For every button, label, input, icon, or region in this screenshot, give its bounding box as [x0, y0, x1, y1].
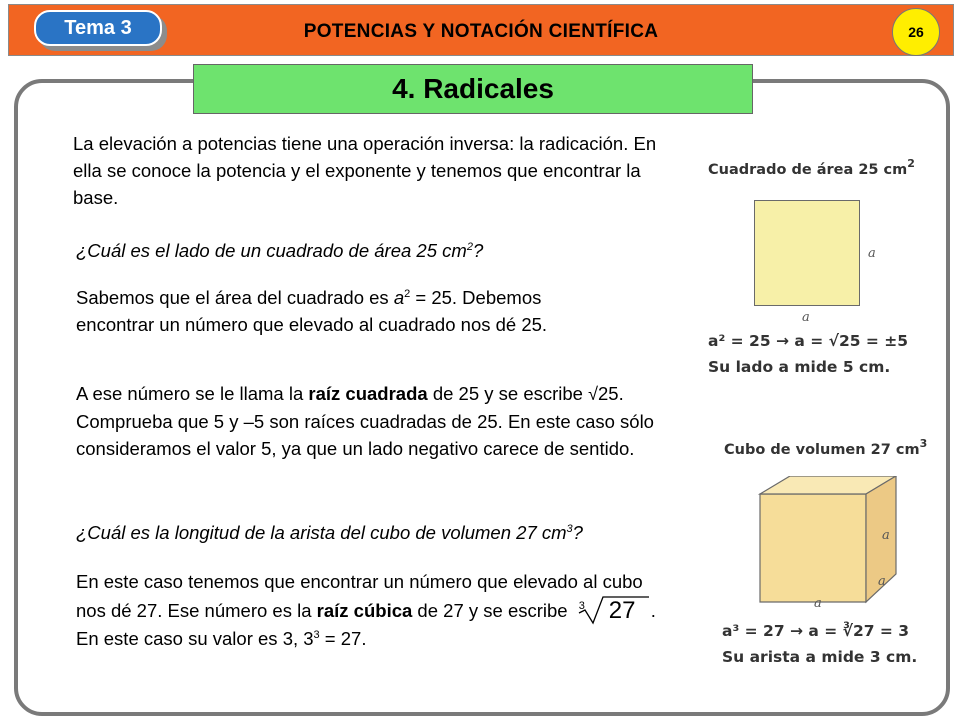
square-caption-exponent: 2: [907, 157, 915, 170]
square-explanation: [76, 284, 586, 338]
cube-root-term: raíz cúbica: [316, 600, 413, 621]
question-cube: [76, 519, 756, 546]
cube-caption-exponent: 3: [919, 437, 928, 450]
section-title: 4. Radicales: [193, 64, 753, 114]
cube-root-paragraph-a: En este caso tenemos que encontrar un número que elevado al cubo nos dé 27. Ese número es la: [76, 571, 643, 621]
cube-root-radicand: 27: [608, 597, 636, 624]
question-square-end: ?: [472, 240, 484, 261]
square-caption-text: Cuadrado de área 25 cm: [708, 162, 908, 178]
square-figure: [700, 150, 940, 390]
cube-figure-caption: [724, 437, 928, 458]
cube-note: Su arista a mide 3 cm.: [722, 648, 918, 666]
cube-root-index: 3: [578, 600, 585, 612]
tema-badge[interactable]: Tema 3: [34, 10, 162, 46]
question-square-exponent: 2: [466, 241, 473, 253]
square-shape: [754, 200, 860, 306]
intro-paragraph: La elevación a potencias tiene una operación inversa: la radicación. En ella se conoce la potencia y el exponente y tenemos que encontrar la base.: [73, 133, 657, 208]
cube-exponent: 3: [313, 629, 320, 641]
cube-root-paragraph: [76, 568, 676, 652]
square-formula: a² = 25 → a = √25 = ±5: [708, 332, 909, 350]
question-square: [76, 237, 676, 264]
cube-root-paragraph-b: de 27 y se escribe: [412, 600, 573, 621]
cube-root-expression: [573, 595, 651, 625]
page-number-badge: 26: [892, 8, 940, 56]
cube-caption-text: Cubo de volumen 27 cm: [724, 442, 920, 458]
square-root-term: raíz cuadrada: [308, 383, 428, 404]
question-square-text: ¿Cuál es el lado de un cuadrado de área 25 cm: [76, 240, 467, 261]
cube-edge-label-1: a: [882, 528, 890, 543]
square-side-label-right: a: [868, 246, 876, 261]
square-figure-caption: [708, 157, 915, 178]
square-root-paragraph-b: de 25 y se escribe: [427, 383, 589, 404]
sqrt-symbol: √: [588, 384, 598, 404]
square-explanation-a: Sabemos que el área del cuadrado es: [76, 287, 394, 308]
cube-shape: [754, 476, 914, 606]
question-cube-text: ¿Cuál es la longitud de la arista del cubo de volumen 27 cm: [76, 522, 567, 543]
question-cube-end: ?: [572, 522, 583, 543]
square-root-paragraph-a: A ese número se le llama la: [76, 383, 309, 404]
square-root-paragraph: [76, 380, 666, 462]
cube-edge-label-3: a: [814, 596, 822, 611]
square-root-paragraph-c: 25. Comprueba que 5 y –5 son raíces cuadradas de 25. En este caso sólo consideramos el valor 5, ya que un lado negativo carece de sentido.: [76, 383, 654, 459]
cube-root-paragraph-d: = 27.: [319, 628, 367, 649]
square-note: Su lado a mide 5 cm.: [708, 358, 891, 376]
square-variable: a: [393, 287, 405, 308]
cube-edge-label-2: a: [878, 574, 886, 589]
cube-root-paragraph-c: . En este caso su valor es 3, 3: [76, 600, 656, 649]
question-cube-exponent: 3: [566, 523, 573, 535]
cube-figure: [718, 436, 948, 676]
square-exponent: 2: [404, 288, 411, 300]
square-explanation-b: = 25. Debemos encontrar un número que elevado al cuadrado nos dé 25.: [76, 287, 548, 335]
header-title: POTENCIAS Y NOTACIÓN CIENTÍFICA: [303, 21, 659, 42]
cube-formula: a³ = 27 → a = ∛27 = 3: [722, 622, 910, 640]
square-side-label-bottom: a: [802, 310, 810, 325]
